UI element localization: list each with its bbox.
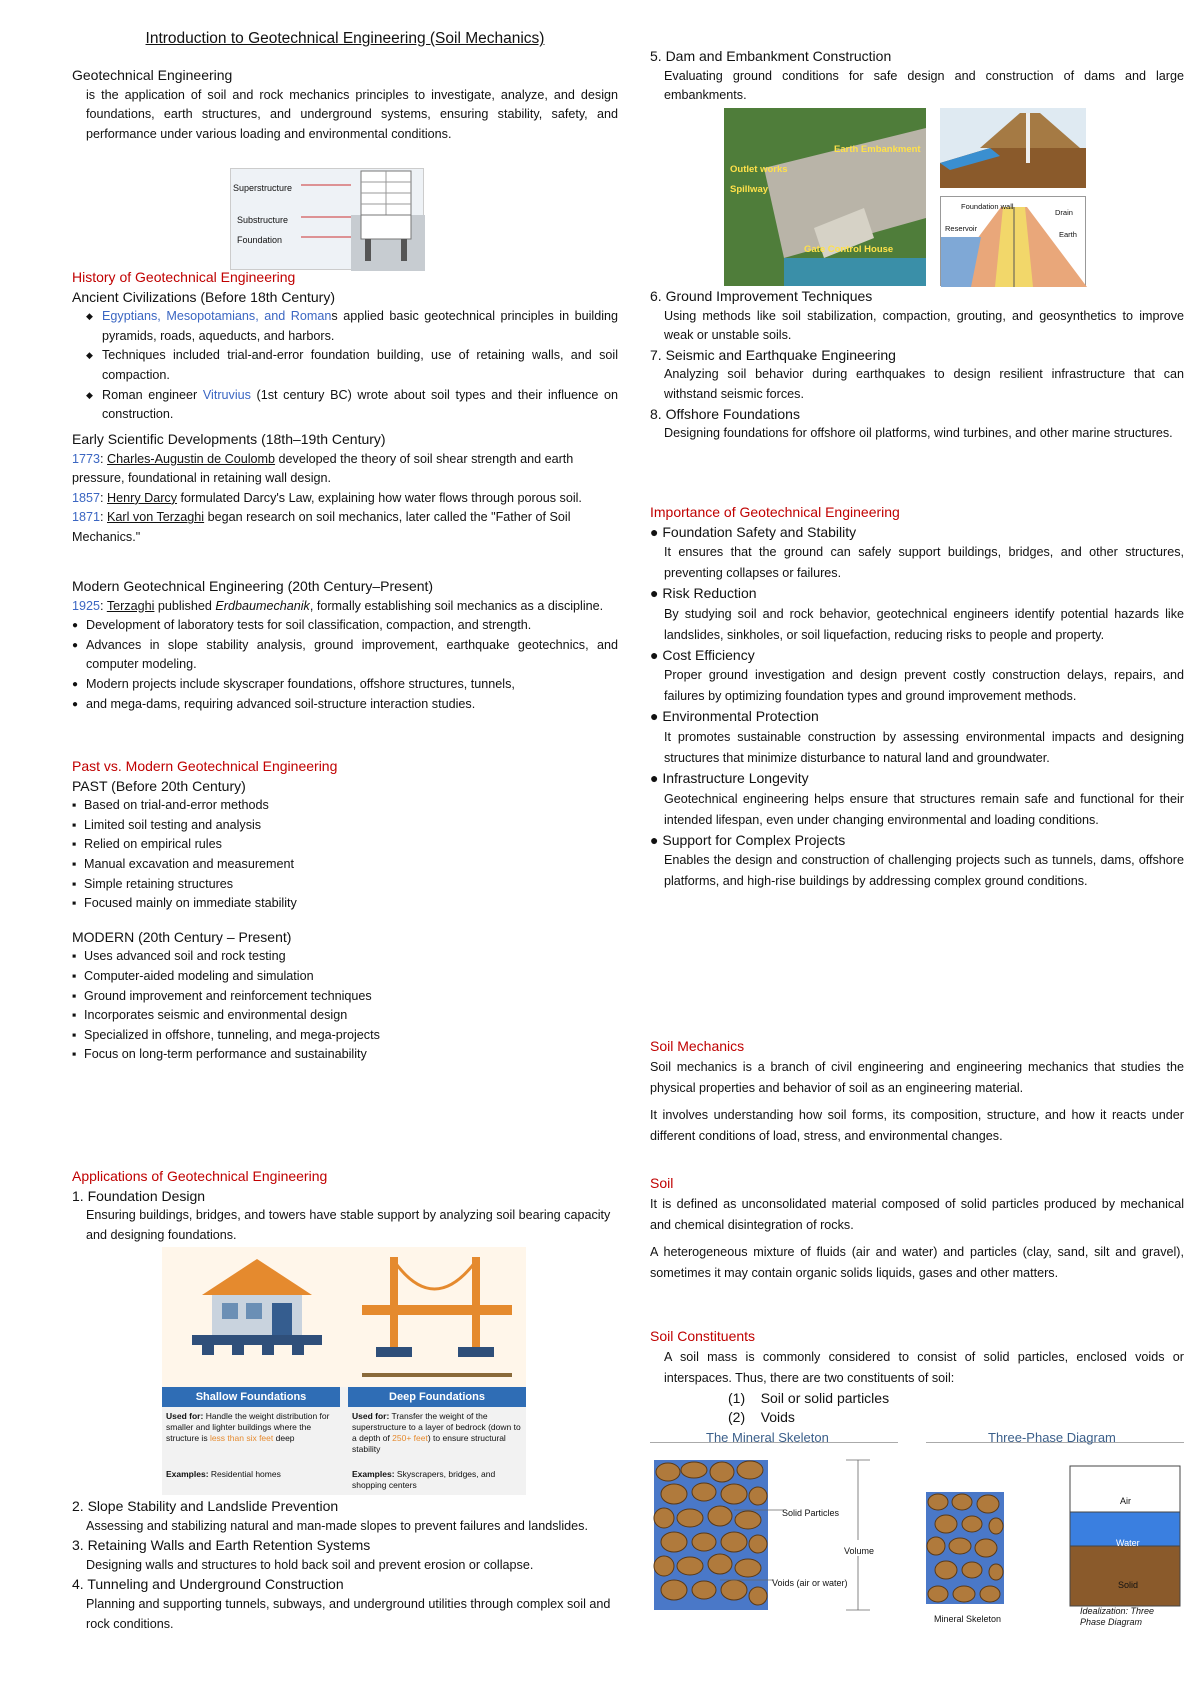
importance-item — [650, 707, 1184, 769]
app-3-title: 3. Retaining Walls and Earth Retention Systems — [72, 1537, 371, 1554]
importance-item — [650, 831, 1184, 893]
app-8-title: 8. Offshore Foundations — [650, 405, 800, 422]
caption-three-phase: Idealization: Three Phase Diagram — [1080, 1606, 1155, 1627]
past-heading: PAST (Before 20th Century) — [72, 777, 246, 794]
app-6-text: Using methods like soil stabilization, compaction, grouting, and geosynthetics to improve weak or unstable soils. — [664, 308, 1184, 343]
list-item: ▪ Manual excavation and measurement — [72, 855, 618, 875]
dam-diag-reservoir: Reservoir — [945, 224, 978, 233]
list-item: ▪ Computer-aided modeling and simulation — [72, 967, 618, 987]
importance-title: ● Support for Complex Projects — [650, 831, 846, 848]
list-item: ◆ Egyptians, Mesopotamians, and Romans applied basic geotechnical principles in building pyramids, roads, aqueducts, and harbors. — [86, 307, 618, 346]
app-4-title: 4. Tunneling and Underground Construction — [72, 1576, 344, 1593]
constituent-1: (1) Soil or solid particles — [728, 1389, 890, 1406]
modern-1925: 1925: Terzaghi published Erdbaumechanik, formally establishing soil mechanics as a discipline. — [72, 598, 604, 613]
app-5 — [650, 47, 1184, 106]
shallow-examples: Examples: Residential homes — [166, 1469, 281, 1479]
soil-heading: Soil — [650, 1175, 674, 1191]
constituents-text: A soil mass is commonly considered to consist of solid particles, enclosed voids or interspaces. Thus, there are two constituents of soil: — [664, 1349, 1184, 1385]
soil-figures — [650, 1428, 1184, 1638]
list-item: ▪ Relied on empirical rules — [72, 835, 618, 855]
soil-mechanics-section — [650, 1037, 1184, 1147]
importance-text: It ensures that the ground can safely support buildings, bridges, and other structures, preventing collapses or failures. — [664, 545, 1184, 581]
foundations-figure — [162, 1247, 526, 1495]
app-1-title: 1. Foundation Design — [72, 1187, 206, 1204]
geo-section — [72, 66, 618, 144]
ancient-list — [72, 307, 618, 425]
importance-heading: Importance of Geotechnical Engineering — [650, 504, 900, 520]
list-item: ▪ Based on trial-and-error methods — [72, 796, 618, 816]
label-water: Water — [1116, 1538, 1140, 1548]
dam-3d-diagram — [940, 108, 1086, 188]
importance-title: ● Risk Reduction — [650, 585, 757, 602]
history-section — [72, 268, 618, 425]
early-heading: Early Scientific Developments (18th–19th Century) — [72, 431, 386, 447]
importance-text: It promotes sustainable construction by assessing environmental impacts and designing structures that minimize disturbance to natural land and groundwater. — [664, 729, 1184, 765]
constituents-section — [650, 1327, 1184, 1428]
history-heading: History of Geotechnical Engineering — [72, 269, 296, 285]
fig-label-substructure: Substructure — [237, 215, 289, 225]
app-6-title: 6. Ground Improvement Techniques — [650, 288, 873, 304]
label-solid: Solid — [1118, 1580, 1139, 1590]
importance-item — [650, 584, 1184, 646]
geo-heading: Geotechnical Engineering — [72, 67, 233, 83]
fig-label-superstructure: Superstructure — [233, 183, 293, 193]
past-list — [72, 796, 618, 914]
dam-label-embankment: Earth Embankment — [834, 144, 921, 155]
early-1773: 1773: Charles-Augustin de Coulomb developed the theory of soil shear strength and earth pressure, foundational in retaining wall design. — [72, 451, 574, 486]
modern-section — [72, 577, 618, 714]
soil-section — [650, 1174, 1184, 1284]
label-air: Air — [1120, 1496, 1131, 1506]
label-volume: Volume — [844, 1546, 875, 1556]
dam-section-diagram — [940, 196, 1086, 286]
dam-diag-foundation: Foundation wall — [961, 202, 1014, 211]
importance-title: ● Foundation Safety and Stability — [650, 523, 857, 540]
modern-era-heading: MODERN (20th Century – Present) — [72, 928, 292, 945]
app-2-title: 2. Slope Stability and Landslide Prevention — [72, 1498, 339, 1514]
building-figure — [230, 168, 424, 270]
importance-item — [650, 646, 1184, 708]
importance-section — [650, 503, 1184, 892]
three-phase-title: Three-Phase Diagram — [988, 1430, 1116, 1445]
label-voids: Voids (air or water) — [772, 1578, 848, 1588]
importance-text: Enables the design and construction of challenging projects such as tunnels, dams, offshore platforms, and high-rise buildings by addressing complex ground conditions. — [664, 853, 1184, 889]
past-modern-heading: Past vs. Modern Geotechnical Engineering — [72, 758, 338, 774]
early-1871: 1871: Karl von Terzaghi began research on soil mechanics, later called the "Father of Soil Mechanics." — [72, 510, 571, 544]
early-1857: 1857: Henry Darcy formulated Darcy's Law, explaining how water flows through porous soil. — [72, 490, 582, 505]
building-drawing — [231, 169, 425, 271]
deep-title: Deep Foundations — [348, 1387, 526, 1407]
past-modern-section — [72, 757, 618, 1065]
app-5-title: 5. Dam and Embankment Construction — [650, 48, 892, 64]
list-item: ▪ Limited soil testing and analysis — [72, 816, 618, 836]
soil-mechanics-p2: It involves understanding how soil forms, its composition, structure, and how it reacts under different conditions of load, stress, and environmental changes. — [650, 1107, 1184, 1143]
importance-title: ● Environmental Protection — [650, 708, 819, 725]
app-8-text: Designing foundations for offshore oil platforms, wind turbines, and other marine structures. — [664, 426, 1173, 441]
list-item: ● Advances in slope stability analysis, ground improvement, earthquake geotechnics, and computer modeling. — [72, 636, 618, 675]
soil-p2: A heterogeneous mixture of fluids (air and water) and particles (clay, sand, silt and gravel), sometimes it may contain organic solids liquids, gases and other matters. — [650, 1244, 1184, 1280]
caption-mineral-skeleton: Mineral Skeleton — [934, 1614, 1002, 1624]
importance-title: ● Cost Efficiency — [650, 646, 755, 663]
soil-mechanics-p1: Soil mechanics is a branch of civil engineering and engineering mechanics that studies the physical properties and behavior of soil as an engineering material. — [650, 1059, 1184, 1095]
document-title: Introduction to Geotechnical Engineering (Soil Mechanics) — [145, 30, 545, 47]
list-item: ▪ Specialized in offshore, tunneling, and mega-projects — [72, 1026, 618, 1046]
applications-section — [72, 1167, 618, 1245]
foundations-drawing — [162, 1247, 526, 1387]
importance-text: Proper ground investigation and design prevent costly construction delays, repairs, and failures by optimizing foundation types and ground improvement methods. — [664, 668, 1184, 704]
list-item: ● Modern projects include skyscraper foundations, offshore structures, tunnels, — [72, 675, 618, 695]
ancient-heading: Ancient Civilizations (Before 18th Century) — [72, 288, 336, 305]
early-section — [72, 430, 618, 548]
importance-item — [650, 523, 1184, 585]
fig-label-foundation: Foundation — [237, 235, 283, 245]
app-7-text: Analyzing soil behavior during earthquakes to design resilient infrastructure that can withstand seismic forces. — [664, 367, 1184, 401]
dam-3d-drawing — [940, 108, 1086, 188]
list-item: ▪ Incorporates seismic and environmental design — [72, 1006, 618, 1026]
list-item: ▪ Ground improvement and reinforcement techniques — [72, 987, 618, 1007]
list-item: ▪ Simple retaining structures — [72, 875, 618, 895]
dam-label-outlet: Outlet works — [730, 164, 788, 175]
list-item: ◆ Techniques included trial-and-error foundation building, use of retaining walls, and soil compaction. — [86, 346, 618, 385]
app-2-text: Assessing and stabilizing natural and man-made slopes to prevent failures and landslides. — [86, 1518, 588, 1533]
constituents-heading: Soil Constituents — [650, 1328, 756, 1344]
list-item: ◆ Roman engineer Vitruvius (1st century BC) wrote about soil types and their influence on construction. — [86, 386, 618, 425]
importance-text: By studying soil and rock behavior, geotechnical engineers identify potential hazards like landslides, sinkholes, or soil liquefaction, reducing risks to people and property. — [664, 606, 1184, 642]
app-5-text: Evaluating ground conditions for safe design and construction of dams and large embankments. — [664, 68, 1184, 103]
list-item: ● Development of laboratory tests for soil classification, compaction, and strength. — [72, 616, 618, 636]
dam-label-gate: Gate Control House — [804, 244, 894, 255]
geo-text: is the application of soil and rock mechanics principles to investigate, analyze, and design foundations, earth structures, and underground systems, ensuring stability, safety, and performance under various loading and environmental conditions. — [86, 87, 618, 141]
mineral-skeleton-title: The Mineral Skeleton — [706, 1430, 829, 1445]
app-4-text: Planning and supporting tunnels, subways, and underground utilities through complex soil and rock conditions. — [86, 1596, 611, 1631]
dam-photo — [724, 108, 926, 286]
app-7-title: 7. Seismic and Earthquake Engineering — [650, 346, 896, 363]
shallow-title: Shallow Foundations — [162, 1387, 340, 1407]
deep-used: Used for: Transfer the weight of the superstructure to a layer of bedrock (down to a depth of 250+ feet) to ensure structural stability — [352, 1411, 521, 1454]
shallow-used: Used for: Handle the weight distribution for smaller and lighter buildings where the structure is less than six feet deep — [166, 1411, 330, 1443]
list-item: ● and mega-dams, requiring advanced soil-structure interaction studies. — [72, 695, 618, 715]
applications-cont — [72, 1497, 618, 1634]
soil-mechanics-heading: Soil Mechanics — [650, 1038, 745, 1054]
list-item: ▪ Focused mainly on immediate stability — [72, 894, 618, 914]
importance-title: ● Infrastructure Longevity — [650, 769, 809, 786]
deep-examples: Examples: Skyscrapers, bridges, and shopping centers — [352, 1469, 496, 1490]
importance-item — [650, 769, 1184, 831]
applications-heading: Applications of Geotechnical Engineering — [72, 1168, 328, 1184]
list-item: ▪ Focus on long-term performance and sustainability — [72, 1045, 618, 1065]
constituent-2: (2) Voids — [728, 1409, 795, 1426]
list-item: ▪ Uses advanced soil and rock testing — [72, 947, 618, 967]
dam-diag-drain: Drain — [1055, 208, 1073, 217]
label-solid-particles: Solid Particles — [782, 1508, 840, 1518]
dam-diag-earth: Earth — [1059, 230, 1077, 239]
modern-heading: Modern Geotechnical Engineering (20th Century–Present) — [72, 578, 434, 594]
soil-p1: It is defined as unconsolidated material composed of solid particles produced by mechanical and chemical disintegration of rocks. — [650, 1196, 1184, 1232]
modern-era-list — [72, 947, 618, 1065]
app-3-text: Designing walls and structures to hold back soil and prevent erosion or collapse. — [86, 1557, 534, 1572]
dam-label-spillway: Spillway — [730, 184, 769, 195]
app-6-8 — [650, 287, 1184, 444]
modern-list — [72, 616, 618, 714]
importance-text: Geotechnical engineering helps ensure that structures remain safe and functional for their intended lifespan, even under changing environmental and loading conditions. — [664, 791, 1184, 827]
app-1-text: Ensuring buildings, bridges, and towers have stable support by analyzing soil bearing capacity and designing foundations. — [86, 1208, 611, 1242]
